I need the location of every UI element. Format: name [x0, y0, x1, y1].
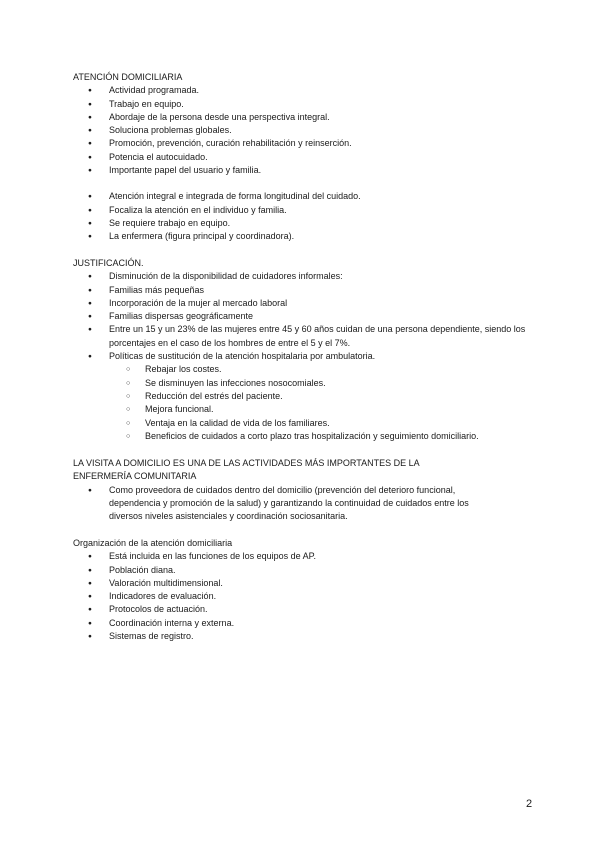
- list-item: ● Protocolos de actuación.: [73, 603, 533, 616]
- spacer: [73, 177, 533, 190]
- list-item: ● Sistemas de registro.: [73, 630, 533, 643]
- list-item: ● Políticas de sustitución de la atención hospitalaria por ambulatoria.: [73, 350, 533, 363]
- list-item: ● Disminución de la disponibilidad de cuidadores informales:: [73, 270, 533, 283]
- section-heading: Organización de la atención domiciliaria: [73, 538, 233, 548]
- list-item: ● Familias dispersas geográficamente: [73, 310, 533, 323]
- sub-list-item: ○ Mejora funcional.: [73, 403, 533, 416]
- list-item: ● Familias más pequeñas: [73, 284, 533, 297]
- list-item: ● Población diana.: [73, 564, 533, 577]
- list-item: ● Como proveedora de cuidados dentro del domicilio (prevención del deterioro funcional, dependencia y promoción de la salud) y garantizando la continuidad de cuidados entre los diversos niveles asistenciales y coordinación sociosanitaria.: [73, 484, 473, 524]
- section-heading: LA VISITA A DOMICILIO ES UNA DE LAS ACTIVIDADES MÁS IMPORTANTES DE LA ENFERMERÍA COMUNITARIA: [73, 458, 420, 482]
- section-heading: ATENCIÓN DOMICILIARIA: [73, 72, 183, 82]
- bullet-list: [73, 484, 473, 524]
- bullet-list: [73, 270, 533, 363]
- section-visita-domicilio: [73, 457, 473, 523]
- page-number: 2: [526, 798, 533, 810]
- sub-list-item: ○ Reducción del estrés del paciente.: [73, 390, 533, 403]
- sub-list-item: ○ Ventaja en la calidad de vida de los familiares.: [73, 417, 533, 430]
- list-item: ● Coordinación interna y externa.: [73, 617, 533, 630]
- bullet-list: [73, 550, 533, 643]
- list-item: ● Está incluida en las funciones de los equipos de AP.: [73, 550, 533, 563]
- bullet-list: [73, 84, 533, 177]
- section-atencion-domiciliaria: [73, 71, 533, 244]
- bullet-list: [73, 190, 533, 243]
- list-item: ● Actividad programada.: [73, 84, 533, 97]
- sub-list-item: ○ Rebajar los costes.: [73, 363, 533, 376]
- section-heading: JUSTIFICACIÓN.: [73, 258, 144, 268]
- list-item: ● Importante papel del usuario y familia.: [73, 164, 533, 177]
- sub-list-item: ○ Beneficios de cuidados a corto plazo tras hospitalización y seguimiento domiciliario.: [73, 430, 533, 443]
- sub-list-item: ○ Se disminuyen las infecciones nosocomiales.: [73, 377, 533, 390]
- list-item: ● Soluciona problemas globales.: [73, 124, 533, 137]
- list-item: ● Indicadores de evaluación.: [73, 590, 533, 603]
- list-item: ● Se requiere trabajo en equipo.: [73, 217, 533, 230]
- list-item: ● Incorporación de la mujer al mercado laboral: [73, 297, 533, 310]
- list-item: ● Valoración multidimensional.: [73, 577, 533, 590]
- list-item: ● Entre un 15 y un 23% de las mujeres entre 45 y 60 años cuidan de una persona dependiente, siendo los porcentajes en el caso de los hombres de entre el 5 y el 7%.: [73, 323, 533, 350]
- list-item: ● La enfermera (figura principal y coordinadora).: [73, 230, 533, 243]
- sub-bullet-list: [73, 363, 533, 443]
- section-organizacion: [73, 537, 533, 643]
- section-justificacion: [73, 257, 533, 443]
- list-item: ● Potencia el autocuidado.: [73, 151, 533, 164]
- list-item: ● Abordaje de la persona desde una perspectiva integral.: [73, 111, 533, 124]
- list-item: ● Focaliza la atención en el individuo y familia.: [73, 204, 533, 217]
- list-item: ● Trabajo en equipo.: [73, 98, 533, 111]
- list-item: ● Atención integral e integrada de forma longitudinal del cuidado.: [73, 190, 533, 203]
- list-item: ● Promoción, prevención, curación rehabilitación y reinserción.: [73, 137, 533, 150]
